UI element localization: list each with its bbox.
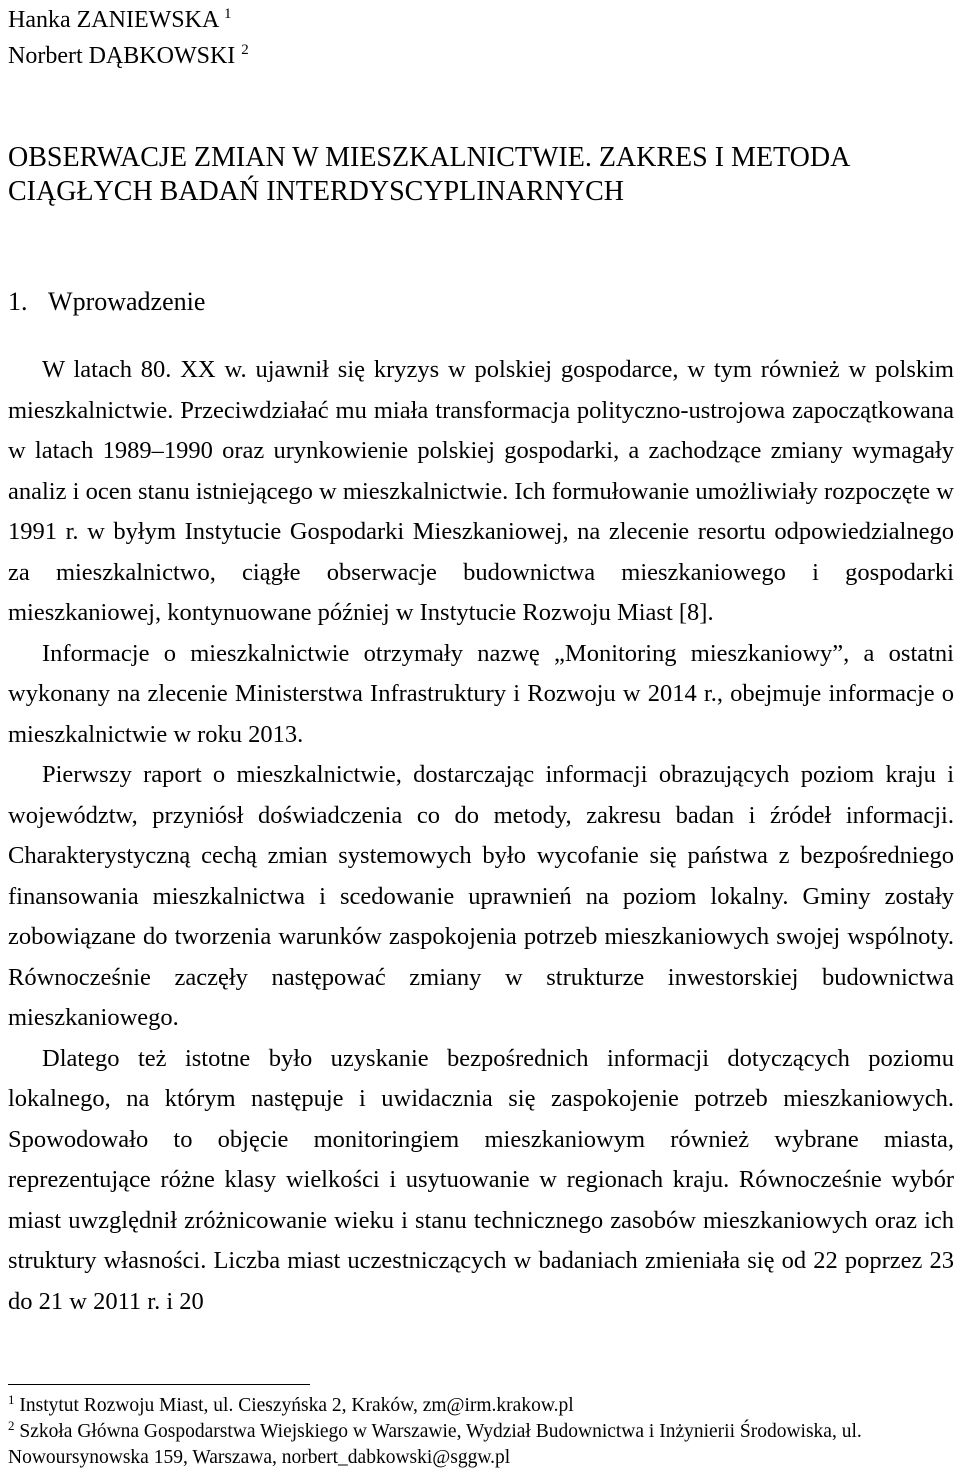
footnotes	[8, 1393, 954, 1471]
footnote-mark: 2	[8, 1418, 15, 1433]
author-list	[8, 2, 249, 74]
paper-title-line-2: CIĄGŁYCH BADAŃ INTERDYSCYPLINARNYCH	[8, 176, 625, 207]
author-footnote-mark: 1	[223, 6, 232, 22]
section-number: 1.	[8, 287, 28, 316]
section-heading	[8, 285, 205, 319]
author-footnote-mark: 2	[241, 42, 249, 58]
footnote-2	[8, 1419, 954, 1471]
author-name: Norbert DĄBKOWSKI	[8, 43, 236, 69]
section-heading-text: Wprowadzenie	[48, 287, 206, 316]
author-name: Hanka ZANIEWSKA	[8, 7, 218, 33]
footnote-text: Instytut Rozwoju Miast, ul. Cieszyńska 2, Kraków, zm@irm.krakow.pl	[19, 1395, 574, 1416]
author-1	[8, 2, 249, 38]
paper-title-line-1: OBSERWACJE ZMIAN W MIESZKALNICTWIE. ZAKRES I METODA	[8, 142, 851, 173]
author-2	[8, 38, 249, 74]
footnote-1	[8, 1393, 954, 1419]
footnote-mark: 1	[8, 1392, 15, 1407]
body-text	[8, 350, 954, 1322]
footnote-text: Szkoła Główna Gospodarstwa Wiejskiego w Warszawie, Wydział Budownictwa i Inżynierii Środowiska, ul. Nowoursynowska 159, Warszawa, norbert_dabkowski@sggw.pl	[8, 1421, 862, 1468]
paragraph: Dlatego też istotne było uzyskanie bezpośrednich informacji dotyczących poziomu lokalnego, na którym następuje i uwidacznia się zaspokojenie potrzeb mieszkaniowych. Spowodowało to objęcie monitoringiem mieszkaniowym również wybrane miasta, reprezentujące różne klasy wielkości i usytuowanie w regionach kraju. Równocześnie wybór miast uwzględnił zróżnicowanie wieku i stanu technicznego zasobów mieszkaniowych oraz ich struktury własności. Liczba miast uczestniczących w badaniach zmieniała się od 22 poprzez 23 do 21 w 2011 r. i 20	[8, 1044, 954, 1315]
paper-title	[8, 141, 952, 209]
paragraph: W latach 80. XX w. ujawnił się kryzys w polskiej gospodarce, w tym również w polskim mieszkalnictwie. Przeciwdziałać mu miała transformacja polityczno-ustrojowa zapoczątkowana w latach 1989–1990 oraz urynkowienie polskiej gospodarki, a zachodzące zmiany wymagały analiz i ocen stanu istniejącego w mieszkalnictwie. Ich formułowanie umożliwiały rozpoczęte w 1991 r. w byłym Instytucie Gospodarki Mieszkaniowej, na zlecenie resortu odpowiedzialnego za mieszkalnictwo, ciągłe obserwacje budownictwa mieszkaniowego i gospodarki mieszkaniowej, kontynuowane później w Instytucie Rozwoju Miast [8].	[8, 356, 954, 626]
paragraph: Pierwszy raport o mieszkalnictwie, dostarczając informacji obrazujących poziom kraju i województw, przyniósł doświadczenia co do metody, zakresu badan i źródeł informacji. Charakterystyczną cechą zmian systemowych było wycofanie się państwa z bezpośredniego finansowania mieszkalnictwa i scedowanie uprawnień na poziom lokalny. Gminy zostały zobowiązane do tworzenia warunków zaspokojenia potrzeb mieszkaniowych swojej wspólnoty. Równocześnie zaczęły następować zmiany w strukturze inwestorskiej budownictwa mieszkaniowego.	[8, 761, 954, 1031]
footnote-separator	[8, 1384, 310, 1385]
paragraph: Informacje o mieszkalnictwie otrzymały nazwę „Monitoring mieszkaniowy”, a ostatni wykonany na zlecenie Ministerstwa Infrastruktury i Rozwoju w 2014 r., obejmuje informacje o mieszkalnictwie w roku 2013.	[8, 639, 954, 748]
